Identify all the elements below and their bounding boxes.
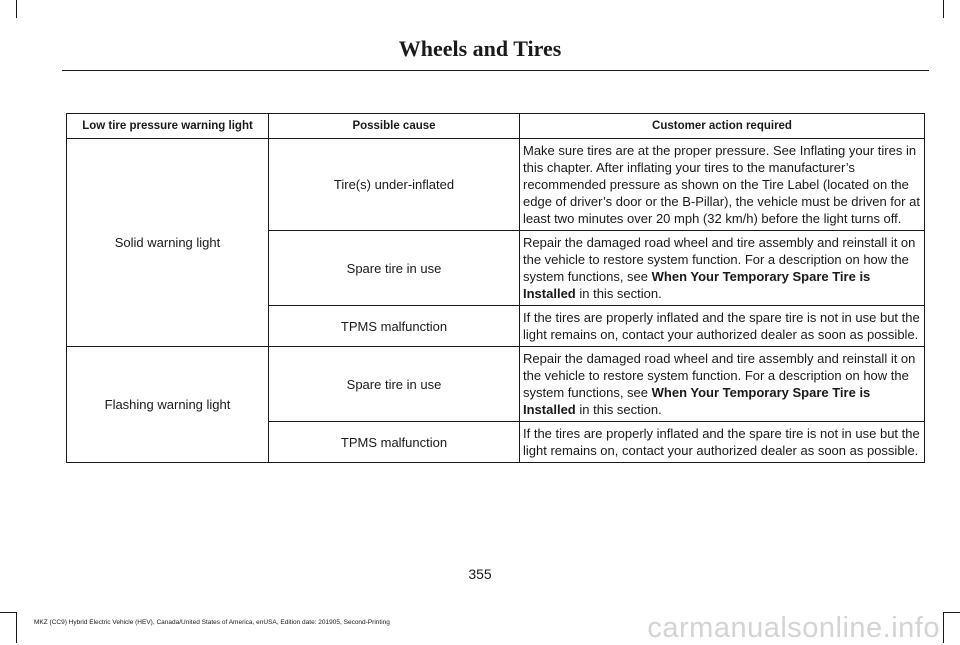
action-text-end: in this section. [575,286,662,301]
possible-cause-cell: TPMS malfunction [269,306,520,347]
section-reference: When Your Temporary Spare Tire is Installed [523,269,871,301]
crop-mark-bottom-left [16,612,17,643]
crop-mark-top-right [943,0,944,18]
action-text: Repair the damaged road wheel and tire assembly and reinstall it on the vehicle to restore system function. For a description on how the system functions, see [523,235,916,284]
crop-mark-bottom-right [943,612,944,643]
action-text-end: in this section. [575,402,662,417]
title-rule [62,70,929,71]
table-header-row [67,114,925,139]
possible-cause-cell: Tire(s) under-inflated [269,139,520,231]
section-reference: When Your Temporary Spare Tire is Installed [523,385,871,417]
page-title: Wheels and Tires [398,36,562,61]
customer-action-cell: If the tires are properly inflated and the spare tire is not in use but the light remains on, contact your authorized dealer as soon as possible. [520,306,925,347]
possible-cause-cell: TPMS malfunction [269,422,520,463]
tire-pressure-warning-table [66,113,925,463]
page-number: 355 [468,566,492,582]
possible-cause-cell: Spare tire in use [269,347,520,422]
table-row [67,347,925,422]
table-row [67,139,925,231]
footer-edition-info: MKZ (CC9) Hybrid Electric Vehicle (HEV), Canada/United States of America, enUSA, Edition date: 201905, Second-Printing [34,619,390,626]
warning-light-cell: Flashing warning light [67,347,269,463]
customer-action-cell: If the tires are properly inflated and the spare tire is not in use but the light remains on, contact your authorized dealer as soon as possible. [520,422,925,463]
header-customer-action: Customer action required [520,114,925,139]
action-text: Repair the damaged road wheel and tire assembly and reinstall it on the vehicle to restore system function. For a description on how the system functions, see [523,351,916,400]
crop-mark-top-left [16,0,17,18]
customer-action-cell [520,231,925,306]
warning-light-cell: Solid warning light [67,139,269,347]
customer-action-cell: Make sure tires are at the proper pressure. See Inflating your tires in this chapter. After inflating your tires to the manufacturer’s recommended pressure as shown on the Tire Label (located on the edge of driver’s door or the B-Pillar), the vehicle must be driven for at least two minutes over 20 mph (32 km/h) before the light turns off. [520,139,925,231]
possible-cause-cell: Spare tire in use [269,231,520,306]
customer-action-cell [520,347,925,422]
crop-mark-bottom-right-horizontal [944,612,960,613]
watermark: carmanualsonline.info [647,612,940,644]
crop-mark-bottom-left-horizontal [0,612,16,613]
header-warning-light: Low tire pressure warning light [67,114,269,139]
header-possible-cause: Possible cause [269,114,520,139]
